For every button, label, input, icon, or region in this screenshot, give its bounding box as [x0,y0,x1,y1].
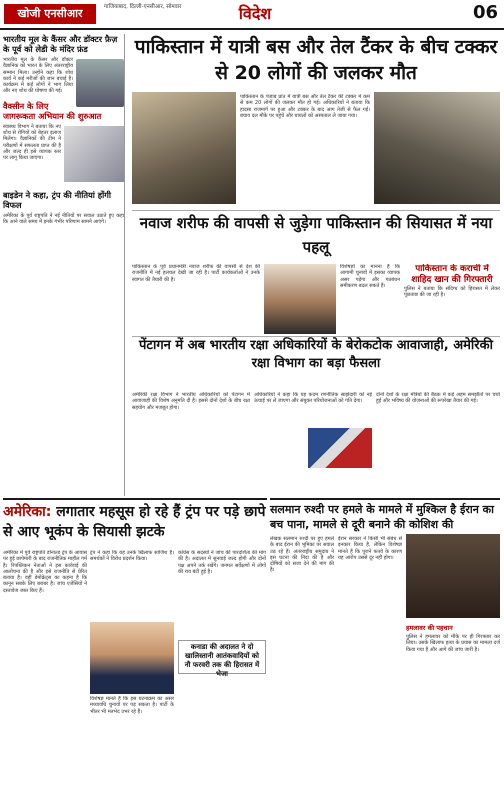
page-number: 06 [472,2,498,23]
accident-photo-right [374,92,500,204]
pentagon-body-2: अधिकारियों ने कहा कि यह कदम रणनीतिक साझेदारी को नई ऊंचाई पर ले जाएगा और संयुक्त परियोजनाओं को गति देगा। [254,392,372,405]
rushdie-body-2: ईरान सरकार ने किसी भी संबंध से इनकार किया है, लेकिन विशेषज्ञ मानते हैं कि पुराने फतवे के कारण यह आरोप उससे दूर नहीं होगा। [338,536,402,561]
rushdie-body-3: पुलिस ने हमलावर को मौके पर ही गिरफ्तार कर लिया। उसके खिलाफ हत्या के प्रयास का मामला दर्ज किया गया है और आगे की जांच जारी है। [406,634,500,653]
brand-logo: खोजी एनसीआर [4,4,96,24]
nawaz-body-1: पाकिस्तान के पूर्व प्रधानमंत्री नवाज शरीफ की वापसी से देश की राजनीति में नई हलचल देखी जा रही है। पार्टी कार्यकर्ताओं ने उनके स्वागत की तैयारी की है। [132,264,260,283]
trump-headline-lead: अमेरिका: [3,504,52,520]
rushdie-headline[interactable]: सलमान रुश्दी पर हमले के मामले में मुश्किल है ईरान का बच पाना, मामले से दूरी बनाने की कोशिश की [270,498,500,532]
nawaz-right [340,264,500,334]
left-column [3,34,125,496]
left-story1-headline[interactable]: भारतीय मूल के कैंसर और डॉक्टर फ़ैज़ के पूर्व को लेडी के मंदिर फ़ंड [3,34,118,54]
left-story1-body: भारतीय मूल के कैंसर और डॉक्टर वैज्ञानिक को भारत के लिए अंतरराष्ट्रीय सम्मान मिला। उन्होंने कहा कि शोध कार्य ने कई मरीजों की जान बचाई है। कार्यक्रम में कई लोगों ने भाग लिया और नए शोध की घोषणा की गई। [3,57,73,95]
karachi-headline[interactable]: पाकिस्तान के कराची में शाहिद खान की गिरफ्तारी [411,264,493,285]
flags-photo [308,428,372,468]
trump-body-2b: विशेषज्ञ मानते हैं कि इस घटनाक्रम का असर मध्यावधि चुनावों पर पड़ सकता है। पार्टी के भीतर भी मतभेद उभर रहे हैं। [90,696,174,715]
left-story2-body: स्वास्थ्य विभाग ने बताया कि नए शोध से रोगियों को बेहतर इलाज मिलेगा। वैज्ञानिकों की टीम ने परीक्षणों में सफलता प्राप्त की है और जल्द ही इसे व्यापक स्तर पर लागू किया जाएगा। [3,123,61,162]
left-story3-body: अमेरिका के पूर्व राष्ट्रपति ने नई नीतियों पर सवाल उठाते हुए कहा कि आने वाले समय में इनके गंभीर परिणाम सामने आएंगे। [3,212,124,226]
nawaz-body-2: विशेषज्ञों का मानना है कि आगामी चुनावों में इसका व्यापक असर पड़ेगा और गठबंधन समीकरण बदल सकते हैं। [340,264,400,289]
main-headline[interactable]: पाकिस्तान में यात्री बस और तेल टैंकर के बीच टक्कर से 20 लोगों की जलकर मौत [134,36,498,84]
dateline: गाजियाबाद, दिल्ली-एनसीआर, सोमवार [104,4,182,10]
trump-body-3: कांग्रेस के सदस्यों ने जांच की पारदर्शिता की मांग की है। अदालत में सुनवाई जल्द होगी और दोनों पक्ष अपने तर्क रखेंगे। जनमत सर्वेक्षणों में लोगों की राय बंटी हुई है। [178,550,266,575]
canada-boxed-headline[interactable]: कनाडा की अदालत ने दो खालिस्तानी आतंकवादियों को नौ फरवरी तक की हिरासत में भेजा [178,640,266,674]
left-story2-headline[interactable]: वैक्सीन के लिए जागरूकता अभियान की शुरुआत [3,100,102,121]
portrait-photo [76,59,124,107]
trump-body-1: अमेरिका में पूर्व राष्ट्रपति डोनाल्ड ट्रंप के आवास पर हुई छापेमारी के बाद राजनीतिक माहौल गर्म है। रिपब्लिकन नेताओं ने इस कार्रवाई की आलोचना की है और इसे राजनीति से प्रेरित बताया है। वहीं डेमोक्रेट्स का कहना है कि कानून सबके लिए बराबर है। जांच एजेंसियों ने दस्तावेज जब्त किए हैं। [3,550,87,594]
left-story3-headline[interactable]: बाइडेन ने कहा, ट्रंप की नीतियां होंगी विफल [3,189,111,210]
lab-photo [64,126,124,182]
rushdie-body-1: लेखक सलमान रुश्दी पर हुए हमले के बाद ईरान की भूमिका पर सवाल उठ रहे हैं। अंतरराष्ट्रीय समुदाय ने इस घटना की निंदा की है और दोषियों को सजा देने की मांग की है। [270,536,334,574]
rushdie-portrait [406,534,500,618]
trump-portrait [90,622,174,694]
rushdie-subhead: हमलावर की पहचान [406,624,453,632]
main-story-body: पाकिस्तान के पंजाब प्रांत में यात्री बस और तेल टैंकर की टक्कर में कम से कम 20 लोगों की जलकर मौत हो गई। अधिकारियों ने बताया कि हादसा राजमार्ग पर हुआ और टक्कर के बाद आग तेजी से फैल गई। बचाव दल मौके पर पहुंचे और घायलों को अस्पताल ले जाया गया। [240,94,370,119]
pentagon-body-1: अमेरिकी रक्षा विभाग ने भारतीय अधिकारियों को पेंटागन में आवाजाही की विशेष अनुमति दी है। इससे दोनों देशों के बीच रक्षा सहयोग और मजबूत होगा। [132,392,250,411]
rushdie-col3 [406,622,500,796]
nawaz-headline[interactable]: नवाज शरीफ की वापसी से जुड़ेगा पाकिस्तान की सियासत में नया पहलू [132,210,500,260]
pentagon-body-3: दोनों देशों के रक्षा मंत्रियों की बैठक में कई अहम समझौतों पर चर्चा हुई और भविष्य की योजनाओं की रूपरेखा तैयार की गई। [376,392,500,405]
masthead [0,0,504,30]
nawaz-portrait [264,264,336,334]
section-title: विदेश [238,4,272,23]
trump-headline-rest: लगातार महसूस हो रहे हैं ट्रंप पर पड़े छापे से आए भूकंप के सियासी झटके [3,504,266,540]
trump-headline[interactable] [3,498,267,546]
karachi-body: पुलिस ने बताया कि संदिग्ध को हिरासत में लेकर पूछताछ की जा रही है। [404,286,500,299]
pentagon-headline[interactable]: पेंटागन में अब भारतीय रक्षा अधिकारियों के बेरोकटोक आवाजाही, अमेरिकी रक्षा विभाग का बड़ा फैसला [132,336,500,388]
trump-body-2: ट्रंप ने कहा कि यह उनके खिलाफ साजिश है। समर्थकों ने विरोध प्रदर्शन किया। [90,550,174,563]
accident-photo-left [132,92,236,204]
